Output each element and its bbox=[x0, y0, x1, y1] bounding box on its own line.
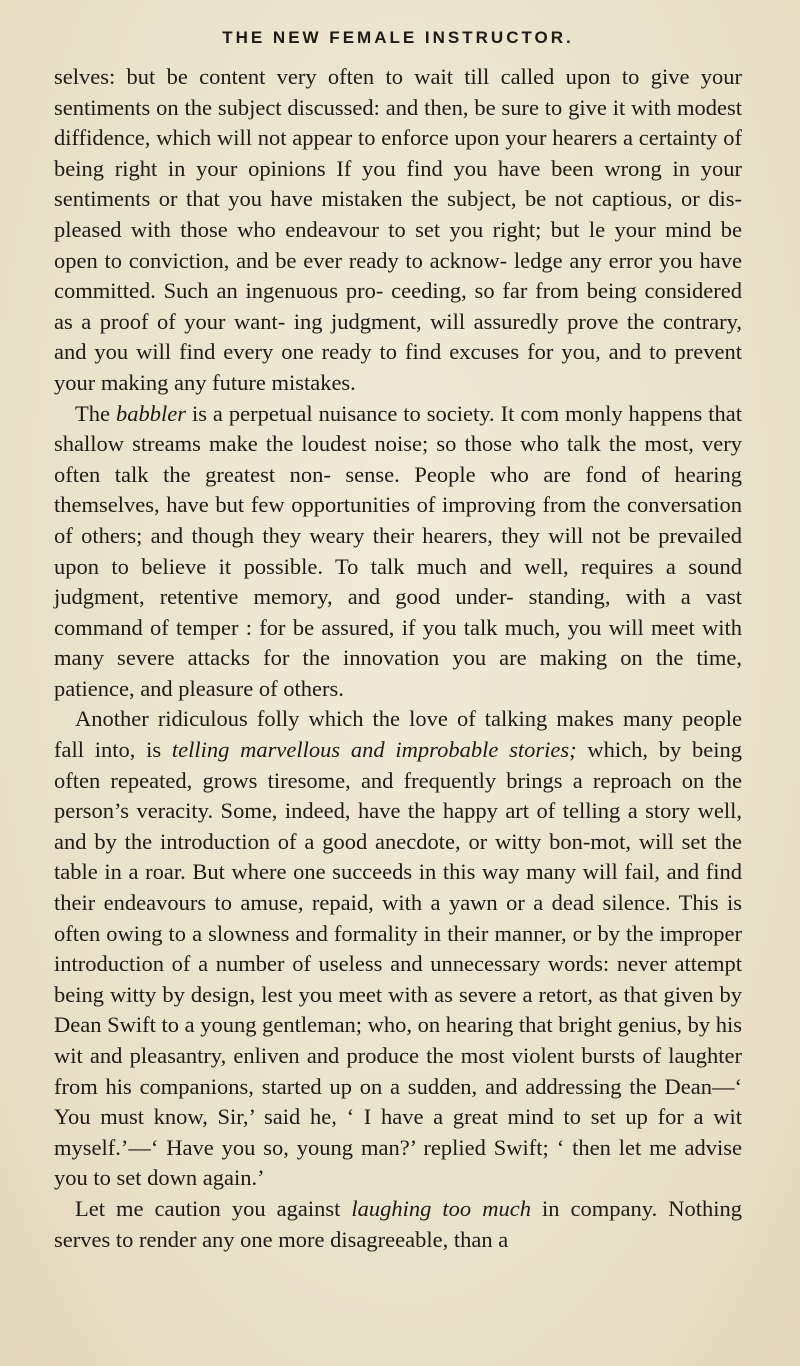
paragraph-2-text-b: is a perpetual nuisance to society. It com monly happens that shallow streams make the loudest noise; so those who talk the most, very often talk the greatest non- sense. People who are fond of hearing themselves, have but few opportunities of improving from the conversation of others; and though they weary their hearers, they will not be prevailed upon to believe it possible. To talk much and well, requires a sound judgment, retentive memory, and good under- standing, with a vast command of temper : for be assured, if you talk much, you will meet with many severe attacks for the innovation you are making on the time, patience, and pleasure of others. bbox=[54, 400, 743, 701]
paragraph-4-text-b: in company. Nothing serves to render any one more disagreeable, than a bbox=[54, 1195, 742, 1252]
paragraph-2 bbox=[54, 399, 742, 705]
paragraph-2-italic: babbler bbox=[115, 400, 186, 426]
paragraph-4-italic: laughing too much bbox=[351, 1195, 531, 1221]
paragraph-1 bbox=[54, 62, 742, 399]
paragraph-2-text-a: The bbox=[75, 400, 116, 426]
paragraph-3-text-b: which, by being often repeated, grows tiresome, and frequently brings a reproach on the person’s veracity. Some, indeed, have the happy art of telling a story well, and by the introduction of a good anecdote, or witty bon-mot, will set the table in a roar. But where one succeeds in this way many will fail, and find their endeavours to amuse, repaid, with a yawn or a dead silence. This is often owing to a slowness and formality in their manner, or by the improper introduction of a number of useless and unnecessary words: never attempt being witty by design, lest you meet with as severe a retort, as that given by Dean Swift to a young gentleman; who, on hearing that bright genius, by his wit and pleasantry, enliven and produce the most violent bursts of laughter from his companions, started up on a sudden, and addressing the Dean—‘ You must know, Sir,’ said he, ‘ I have a great mind to set up for a wit myself.’—‘ Have you so, young man?’ replied Swift; ‘ then let me advise you to set down again.’ bbox=[54, 737, 743, 1191]
paragraph-4-text-a: Let me caution you against bbox=[75, 1195, 352, 1221]
paragraph-3-italic: telling marvellous and improbable stories; bbox=[171, 737, 577, 763]
paragraph-4 bbox=[54, 1194, 742, 1255]
paragraph-3 bbox=[54, 704, 742, 1194]
paragraph-3-text-a: Another ridiculous folly which the love of talking makes many people fall into, is bbox=[54, 706, 742, 763]
paragraph-1-text: selves: but be content very often to wait till called upon to give your sentiments on the subject discussed: and then, be sure to give it with modest diffidence, which will not appear to enforce upon your hearers a certainty of being right in your opinions If you find you have been wrong in your sentiments or that you have mistaken the subject, be not captious, or dis- pleased with those who endeavour to set you right; but le your mind be open to conviction, and be ever ready to acknow- ledge any error you have committed. Such an ingenuous pro- ceeding, so far from being considered as a proof of your want- ing judgment, will assuredly prove the contrary, and you will find every one ready to find excuses for you, and to prevent your making any future mistakes. bbox=[54, 64, 742, 395]
body-text bbox=[54, 62, 742, 1255]
running-title: THE NEW FEMALE INSTRUCTOR. bbox=[222, 28, 574, 47]
